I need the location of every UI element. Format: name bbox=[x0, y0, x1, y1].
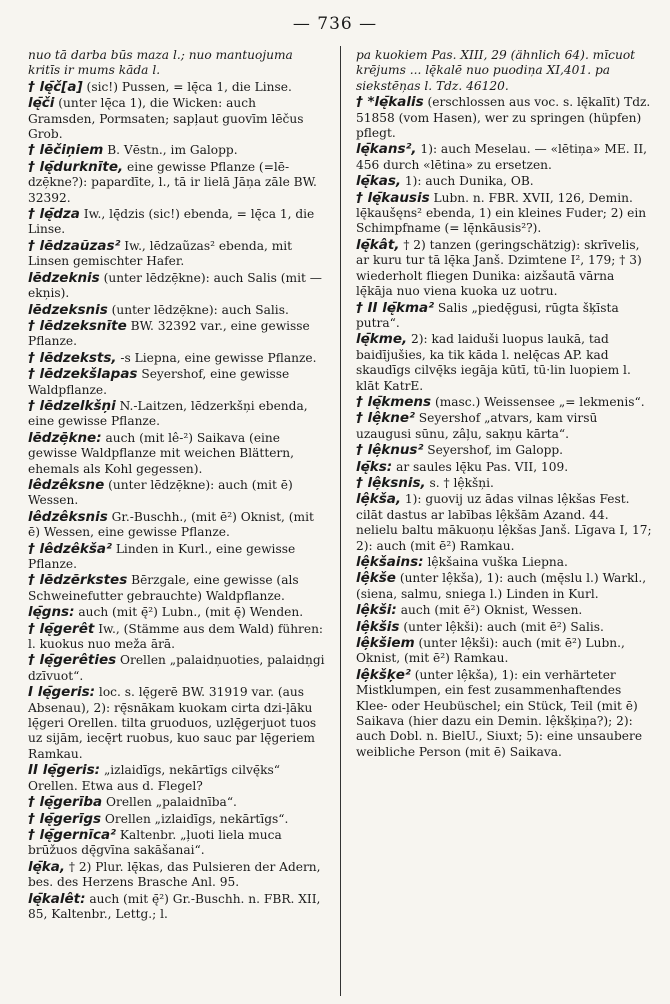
entry-text: (masc.) Weissensee „= lekmenis“. bbox=[431, 394, 645, 409]
entry-text: s. † lê̦kšņi. bbox=[425, 475, 494, 490]
entry-text: B. Vēstn., im Galopp. bbox=[103, 143, 238, 158]
entry-text: (unter lê̦kša), 1): ein verhärteter Mistklumpen, ein fest zusammenhaftendes Klee- oder Heubüschel; ein Stück, Teil (mit ē) Saikava (hier dazu ein Demin. lê̦kšķiņa?); 2): auch Dobl. n. BielU., Siuxt; 5): eine unsaubere weibliche Person (mit ē) Saikava. bbox=[356, 667, 643, 759]
dictionary-entry bbox=[28, 622, 326, 653]
entry-text: -s Liepna, eine gewisse Pflanze. bbox=[116, 350, 317, 365]
entry-headword: † lēčiņiem bbox=[28, 142, 104, 159]
entry-headword: I lę̄geris: bbox=[28, 684, 96, 701]
entry-headword: lę̄kât, bbox=[356, 236, 400, 253]
entry-text: lê̦kšaina vuška Liepna. bbox=[423, 555, 568, 569]
entry-headword: II lę̄geris: bbox=[28, 762, 101, 779]
entry-text: ar saules lę̄ku Pas. VII, 109. bbox=[392, 459, 569, 474]
entry-text: Seyershof „atvars, kam virsū uzaugusi sūnu, zâļu, sakņu kārta“. bbox=[356, 411, 598, 441]
entry-text: (erschlossen aus voc. s. lę̄kalīt) Tdz. 51858 (vom Hasen), wer zu springen (hüpfen) pflegt. bbox=[356, 95, 651, 141]
entry-text: Linden in Kurl., eine gewisse Pflanze. bbox=[28, 541, 296, 571]
entry-headword: lę̄kalêt: bbox=[28, 890, 86, 907]
column-divider bbox=[340, 46, 341, 996]
dictionary-entry bbox=[28, 367, 326, 398]
entry-headword: † lę̄gerība bbox=[28, 794, 103, 811]
dictionary-entry bbox=[356, 492, 654, 554]
entry-text: (sic!) Pussen, = lę̄ca 1, die Linse. bbox=[82, 79, 292, 94]
dictionary-entry bbox=[356, 395, 654, 410]
entry-text: Orellen „izlaidīgs, nekārtīgs“. bbox=[101, 811, 289, 826]
entry-text: eine gewisse Pflanze (=lē-dzē̦kne?): papardīte, l., tā ir lielā Jāņa zāle BW. 32392. bbox=[28, 159, 317, 205]
dictionary-entry bbox=[356, 603, 654, 618]
dictionary-entry bbox=[28, 96, 326, 142]
entry-headword: † *lę̄kalis bbox=[356, 94, 424, 111]
entry-headword: † lę̄durknīte, bbox=[28, 158, 124, 175]
entry-headword: † lę̄gernīca² bbox=[28, 826, 116, 843]
entry-text: Seyershof, im Galopp. bbox=[423, 443, 564, 458]
entry-headword: lę̄kans², bbox=[356, 141, 417, 158]
entry-headword: lê̦kšiem bbox=[356, 635, 415, 652]
dictionary-entry bbox=[356, 238, 654, 300]
entry-text: Iw., (Stämme aus dem Wald) führen: l. kuokus nuo meža ārā. bbox=[28, 621, 324, 652]
entry-text: auch (mit ē²) Oknist, Wessen. bbox=[396, 603, 583, 618]
dictionary-entry bbox=[28, 510, 326, 541]
entry-headword: † lēdzaũzas² bbox=[28, 237, 121, 254]
dictionary-entry bbox=[28, 207, 326, 238]
dictionary-entry bbox=[356, 142, 654, 173]
entry-headword: lēdzeksnis bbox=[28, 301, 108, 318]
entry-text: N.-Laitzen, lēdzerkšņi ebenda, eine gewisse Pflanze. bbox=[28, 398, 308, 429]
entry-headword: † lę̄gerīgs bbox=[28, 810, 102, 827]
dictionary-entry bbox=[356, 620, 654, 635]
entry-text: Iw., lę̄dzis (sic!) ebenda, = lę̄ca 1, die Linse. bbox=[28, 207, 315, 237]
entry-headword: † lê̦knus² bbox=[356, 442, 424, 459]
dictionary-entry bbox=[28, 160, 326, 206]
entry-headword: † lê̦kne² bbox=[356, 410, 415, 427]
entry-headword: lê̦kši: bbox=[356, 602, 397, 619]
entry-text: 2): kad laiduši luopus laukā, tad baidījušies, ka tik kāda l. nelę̄cas AP. kad skaudīgs cilvę̄ks iegāja kūtī, tū·lin luopiem l. klāt KatrE. bbox=[356, 332, 631, 393]
page-number: — 736 — bbox=[292, 14, 378, 34]
dictionary-entry bbox=[356, 301, 654, 332]
entry-headword: lę̄kas, bbox=[356, 173, 402, 190]
dictionary-entry bbox=[28, 605, 326, 620]
entry-text: Gr.-Buschh., (mit ē²) Oknist, (mit ē) Wessen, eine gewisse Pflanze. bbox=[28, 509, 314, 540]
entry-headword: † lę̄gerêt bbox=[28, 620, 95, 637]
dictionary-entry bbox=[356, 95, 654, 141]
entry-headword: † lēdzeksts, bbox=[28, 349, 117, 366]
dictionary-entry bbox=[28, 319, 326, 350]
dictionary-entry bbox=[28, 795, 326, 810]
dictionary-entry bbox=[28, 351, 326, 366]
entry-headword: lê̦kšis bbox=[356, 618, 400, 635]
dictionary-entry bbox=[356, 191, 654, 237]
entry-text: Seyershof, eine gewisse Waldpflanze. bbox=[28, 367, 290, 397]
entry-headword: lēdzē̦kne: bbox=[28, 429, 102, 446]
entry-headword: † lēdzelkšņi bbox=[28, 397, 116, 414]
entry-text: Lubn. n. FBR. XVII, 126, Demin. lę̄kaušęns² ebenda, 1) ein kleines Fuder; 2) ein Schimpfname (= lę̄nkāusis²?). bbox=[356, 190, 647, 236]
dictionary-entry bbox=[28, 239, 326, 270]
entry-headword: † lę̄kmens bbox=[356, 393, 432, 410]
entry-text: (unter lēdzē̦kne): auch (mit ē) Wessen. bbox=[28, 477, 293, 508]
dictionary-entry bbox=[356, 460, 654, 475]
entry-headword: lêdzêksnis bbox=[28, 508, 108, 525]
dictionary-entry bbox=[28, 860, 326, 891]
entry-headword: † lê̦ksnis, bbox=[356, 474, 426, 491]
dictionary-entry bbox=[28, 399, 326, 430]
entry-text: 1): guovij uz ādas vilnas lê̦kšas Fest. cilāt dastus ar labības lê̦kšām Azand. 44. nelielu baltu mākuoņu lê̦kšas Janš. Līgava I, 17; 2): auch (mit ē²) Ramkau. bbox=[356, 492, 652, 553]
dictionary-entry bbox=[28, 892, 326, 923]
entry-headword: lę̄kme, bbox=[356, 331, 408, 348]
entry-headword: lê̦kše bbox=[356, 570, 396, 587]
dictionary-entry bbox=[28, 143, 326, 158]
entry-text: BW. 32392 var., eine gewisse Pflanze. bbox=[28, 318, 310, 349]
entry-headword: lę̄gns: bbox=[28, 604, 75, 621]
entry-headword: † II lę̄kma² bbox=[356, 299, 435, 316]
entry-text: Kaltenbr. „ļuoti liela muca brūžuos dę̄gvīna sakāšanai“. bbox=[28, 827, 282, 858]
entry-text: pa kuokiem Pas. XIII, 29 (ähnlich 64). mīcuot krējums ... lę̄kalē nuo puodiņa XI,401. pa siekstēņas l. Tdz. 46120. bbox=[356, 48, 636, 93]
entry-text: (unter lê̦kša), 1): auch (mę̄slu l.) Warkl., (siena, salmu, sniega l.) Linden in Kurl. bbox=[356, 571, 647, 601]
dictionary-entry bbox=[356, 668, 654, 760]
dictionary-entry bbox=[28, 542, 326, 573]
dictionary-entry bbox=[356, 332, 654, 394]
entry-headword: lę̄ka, bbox=[28, 858, 65, 875]
dictionary-entry bbox=[356, 443, 654, 458]
entry-text: auch (mit ę̄²) Lubn., (mit ę̄) Wenden. bbox=[74, 605, 304, 620]
dictionary-entry bbox=[356, 476, 654, 491]
entry-headword: lę̄ks: bbox=[356, 458, 393, 475]
entry-text: Orellen „palaidnība“. bbox=[102, 795, 237, 810]
entry-text: loc. s. lę̄gerē BW. 31919 var. (aus Absenau), 2): rę̄snākam kuokam cirta dzi-ļāku lę̄geri Orellen. tilta gruoduos, uzlę̄gerjuot tuos uz sijām, iecę̄rt ruobus, kuo sauc par lę̄geriem Ramkau. bbox=[28, 685, 317, 761]
entry-headword: † lę̄dza bbox=[28, 206, 80, 223]
dictionary-entry bbox=[356, 174, 654, 189]
dictionary-entry bbox=[28, 653, 326, 684]
entry-headword: † lēdzeksnīte bbox=[28, 317, 127, 334]
entry-text: nuo tā darba būs maza l.; nuo mantuojuma kritīs ir mums kāda l. bbox=[28, 48, 293, 78]
entry-headword: † lę̄gerêties bbox=[28, 652, 117, 669]
entry-text: „izlaidīgs, nekārtīgs cilvę̄ks“ Orellen. Etwa aus d. Flegel? bbox=[28, 763, 281, 793]
entry-headword: lēdzeknis bbox=[28, 269, 100, 286]
dictionary-entry bbox=[356, 48, 654, 94]
entry-text: auch (mit lê-²) Saikava (eine gewisse Waldpflanze mit weichen Blättern, ehemals als Kohl gegessen). bbox=[28, 430, 294, 476]
entry-headword: † lę̄č[a] bbox=[28, 78, 83, 95]
entry-text: (unter lê̦kši): auch (mit ē²) Salis. bbox=[399, 619, 604, 634]
entry-headword: † lêdzêkša² bbox=[28, 540, 112, 557]
dictionary-entry bbox=[28, 573, 326, 604]
entry-text: (unter lēdzē̦kne): auch Salis (mit — ekn̦is). bbox=[28, 270, 322, 301]
left-column bbox=[28, 48, 326, 923]
entry-text: (unter lê̦kši): auch (mit ē²) Lubn., Oknist, (mit ē²) Ramkau. bbox=[356, 636, 625, 666]
entry-text: (unter lę̄ca 1), die Wicken: auch Gramsden, Pormsaten; sapļaut guovīm lēčus Grob. bbox=[28, 96, 304, 142]
entry-text: † 2) Plur. lę̄kas, das Pulsieren der Adern, bes. des Herzens Brasche Anl. 95. bbox=[28, 859, 321, 890]
entry-text: Iw., lēdzaũzas² ebenda, mit Linsen gemischter Hafer. bbox=[28, 238, 293, 269]
entry-text: † 2) tanzen (geringschätzig): skrīvelis, ar kuru tur tā lę̄ka Janš. Dzimtene I², 179; † 3) wiederholt fliegen Dunika: aizšautā vārna lę̄kāja nuo viena kuoka uz uotru. bbox=[356, 237, 642, 299]
dictionary-entry bbox=[28, 763, 326, 794]
entry-headword: † lēdzekšlapas bbox=[28, 366, 138, 383]
entry-headword: lê̦kša, bbox=[356, 491, 402, 508]
dictionary-entry bbox=[356, 571, 654, 602]
entry-headword: † lę̄kausis bbox=[356, 189, 430, 206]
dictionary-entry bbox=[28, 48, 326, 79]
dictionary-entry bbox=[356, 636, 654, 667]
entry-text: auch (mit ę̄²) Gr.-Buschh. n. FBR. XII, 85, Kaltenbr., Lettg.; l. bbox=[28, 891, 321, 921]
dictionary-entry bbox=[28, 685, 326, 762]
entry-text: Bērzgale, eine gewisse (als Schweinefutter gebrauchte) Waldpflanze. bbox=[28, 573, 299, 603]
entry-text: Salis „piedę̄gusi, rūgta šķīsta putra“. bbox=[356, 300, 619, 330]
dictionary-entry bbox=[28, 271, 326, 302]
dictionary-entry bbox=[356, 411, 654, 442]
entry-headword: lê̦kšains: bbox=[356, 554, 424, 570]
entry-text: 1): auch Meselau. — «lētiņa» ME. II, 456 durch «lētina» zu ersetzen. bbox=[356, 142, 648, 172]
entry-text: (unter lēdzē̦kne): auch Salis. bbox=[107, 302, 289, 317]
dictionary-entry bbox=[28, 478, 326, 509]
dictionary-entry bbox=[356, 555, 654, 570]
entry-text: 1): auch Dunika, OB. bbox=[401, 174, 534, 189]
dictionary-entry bbox=[28, 812, 326, 827]
entry-text: Orellen „palaidņuoties, palaidn̦gi dzīvuot“. bbox=[28, 653, 325, 683]
dictionary-entry bbox=[28, 431, 326, 477]
entry-headword: † lēdzērkstes bbox=[28, 572, 128, 589]
dictionary-entry bbox=[28, 828, 326, 859]
right-column bbox=[356, 48, 654, 761]
entry-headword: lê̦kšķe² bbox=[356, 666, 411, 683]
entry-headword: lêdzêksne bbox=[28, 476, 105, 493]
entry-headword: lę̄či bbox=[28, 95, 55, 112]
dictionary-entry bbox=[28, 80, 326, 95]
dictionary-entry bbox=[28, 303, 326, 318]
